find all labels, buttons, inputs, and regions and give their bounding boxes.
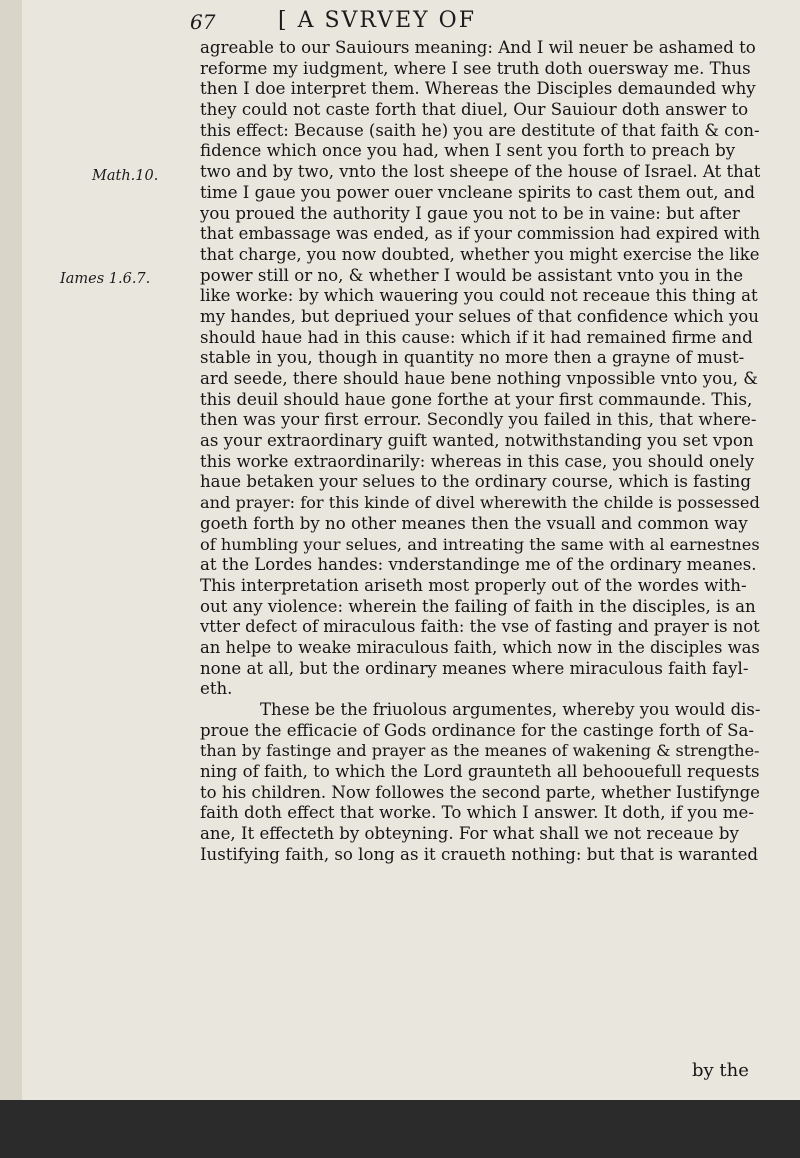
text-line: stable in you, though in quantity no more then a grayne of must-	[200, 348, 745, 368]
text-line: of humbling your selues, and intreating the same with al earnestnes	[200, 534, 760, 554]
text-line: agreable to our Sauiours meaning: And I wil neuer be ashamed to	[200, 38, 756, 57]
text-line: like worke: by which wauering you could not receaue this thing at	[200, 286, 758, 306]
running-title	[278, 8, 476, 33]
text-line: This interpretation ariseth most properly out of the wordes with-	[200, 575, 747, 595]
body-text	[200, 38, 760, 866]
text-line: then was your first errour. Secondly you failed in this, that where-	[200, 410, 757, 430]
page-number: 67	[190, 10, 216, 34]
text-line: that embassage was ended, as if your commission had expired with	[200, 224, 760, 244]
text-line: fidence which once you had, when I sent you forth to preach by	[200, 141, 736, 161]
text-line: they could not caste forth that diuel, Our Sauiour doth answer to	[200, 100, 749, 120]
text-line: that charge, you now doubted, whether you might exercise the like	[200, 244, 760, 264]
text-line: my handes, but depriued your selues of that confidence which you	[200, 306, 759, 326]
header-bracket: [	[278, 8, 289, 33]
margin-note-james: Iames 1.6.7.	[60, 271, 151, 287]
text-line: you proued the authority I gaue you not to be in vaine: but after	[200, 203, 740, 223]
text-line: vtter defect of miraculous faith: the vse of fasting and prayer is not	[200, 617, 760, 637]
text-line: power still or no, & whether I would be assistant vnto you in the	[200, 265, 744, 285]
text-line: should haue had in this cause: which if it had remained firme and	[200, 327, 753, 347]
text-line: goeth forth by no other meanes then the vsuall and common way	[200, 513, 748, 533]
text-line: faith doth effect that worke. To which I answer. It doth, if you me-	[200, 803, 754, 823]
catchword: by the	[692, 1060, 749, 1081]
text-line: as your extraordinary guift wanted, notwithstanding you set vpon	[200, 431, 754, 451]
running-title-text: A SVRVEY OF	[297, 8, 476, 33]
text-line: reforme my iudgment, where I see truth doth ouersway me. Thus	[200, 58, 751, 78]
page-header	[190, 8, 710, 38]
text-line: ning of faith, to which the Lord graunteth all behoouefull requests	[200, 762, 760, 782]
text-line: and prayer: for this kinde of divel wherewith the childe is possessed	[200, 493, 760, 513]
text-line: an helpe to weake miraculous faith, which now in the disciples was	[200, 637, 760, 657]
text-line: out any violence: wherein the failing of faith in the disciples, is an	[200, 596, 756, 616]
scan-background	[0, 1100, 800, 1158]
text-line: ard seede, there should haue bene nothing vnpossible vnto you, &	[200, 369, 759, 388]
page-edge	[0, 0, 22, 1100]
text-line: this effect: Because (saith he) you are destitute of that faith & con-	[200, 120, 760, 140]
text-line: at the Lordes handes: vnderstandinge me of the ordinary meanes.	[200, 555, 757, 575]
text-line: this worke extraordinarily: whereas in this case, you should onely	[200, 451, 755, 471]
text-line: Iustifying faith, so long as it craueth nothing: but that is waranted	[200, 844, 759, 864]
text-line: proue the efficacie of Gods ordinance for the castinge forth of Sa-	[200, 720, 754, 740]
margin-note-matthew: Math.10.	[92, 168, 159, 184]
text-line: this deuil should haue gone forthe at your first commaunde. This,	[200, 389, 753, 409]
text-line: time I gaue you power ouer vncleane spirits to cast them out, and	[200, 182, 755, 202]
text-line: two and by two, vnto the lost sheepe of the house of Israel. At that	[200, 162, 760, 182]
text-line: ane, It effecteth by obteyning. For what shall we not receaue by	[200, 824, 739, 844]
text-line: These be the friuolous argumentes, whereby you would dis-	[260, 700, 760, 719]
text-line: none at all, but the ordinary meanes where miraculous faith fayl-	[200, 658, 749, 678]
text-line: eth.	[200, 679, 233, 699]
text-line: to his children. Now followes the second parte, whether Iustifynge	[200, 782, 760, 802]
text-line: haue betaken your selues to the ordinary course, which is fasting	[200, 472, 751, 492]
text-line: than by fastinge and prayer as the meanes of wakening & strengthe-	[200, 741, 760, 761]
text-line: then I doe interpret them. Whereas the Disciples demaunded why	[200, 79, 756, 99]
